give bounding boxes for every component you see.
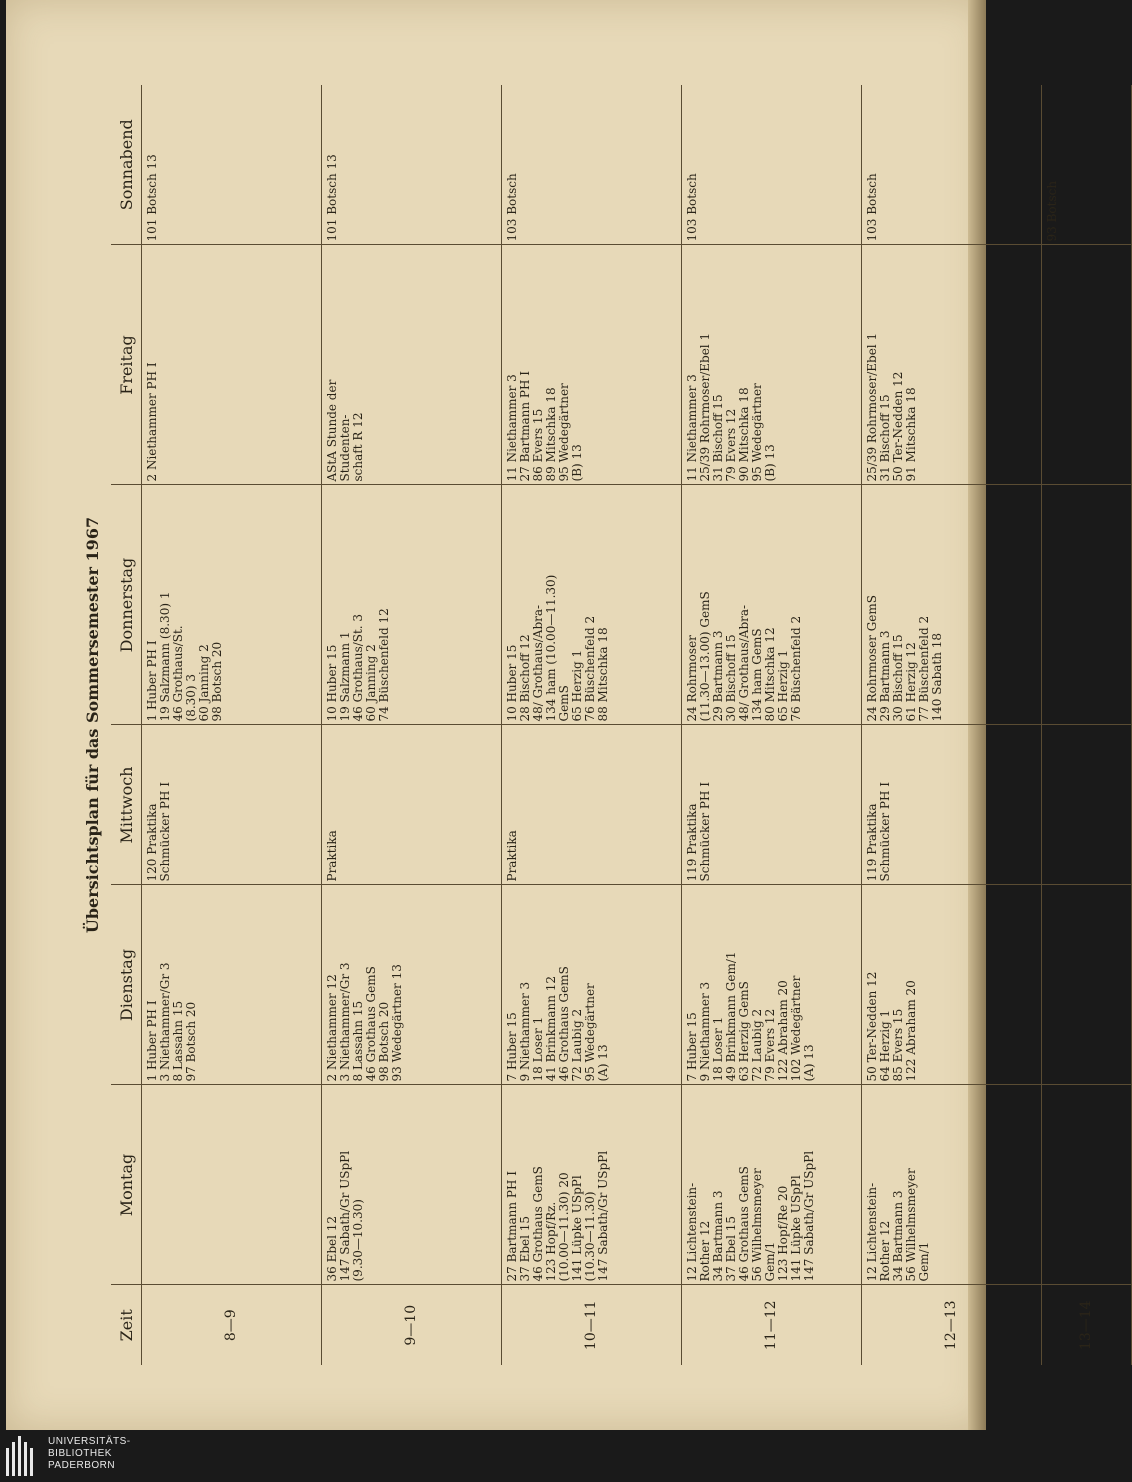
schedule-cell <box>142 1085 322 1285</box>
cell-text: 24 Rohrmoser (11.30—13.00) GemS 29 Bartmann 3 30 Bischoff 15 48/ Grothaus/Abra- 134 ham GemS 80 Mitschka 12 65 Herzig 1 76 Büschenfeld 2 <box>685 591 803 722</box>
cell-text: 101 Botsch 13 <box>145 154 159 242</box>
schedule-cell <box>682 485 862 725</box>
column-header-mittwoch: Mittwoch <box>111 725 142 885</box>
logo-line-3: PADERBORN <box>48 1460 116 1471</box>
schedule-cell <box>1042 485 1132 725</box>
cell-text: 27 Bartmann PH I 37 Ebel 15 46 Grothaus GemS 123 Hopf/Rz. (10.00—11.30) 20 141 Lüpke USpPl (10.30—11.30) 147 Sabath/Gr USpPl <box>505 1150 610 1282</box>
schedule-cell <box>1042 725 1132 885</box>
schedule-cell <box>502 885 682 1085</box>
schedule-cell <box>862 485 1042 725</box>
cell-text: 12 Lichtenstein- Rother 12 34 Bartmann 3 56 Wilhelmsmeyer Gem/1 <box>865 1168 931 1282</box>
cell-text: 10 Huber 15 19 Salzmann 1 46 Grothaus/St. 3 60 Janning 2 74 Büschenfeld 12 <box>325 608 391 722</box>
cell-text: 1 Huber PH I 3 Niethammer/Gr 3 8 Lassahn 15 97 Botsch 20 <box>145 962 198 1082</box>
cell-text: 119 Praktika Schmücker PH I <box>685 781 712 882</box>
page-title: Übersichtsplan für das Sommersemester 1967 <box>83 516 102 934</box>
schedule-cell <box>322 1085 502 1285</box>
cell-text: 101 Botsch 13 <box>325 154 339 242</box>
logo-line-2: BIBLIOTHEK <box>48 1448 112 1459</box>
cell-text: 50 Ter-Nedden 12 64 Herzig 1 85 Evers 15 122 Abraham 20 <box>865 971 918 1082</box>
rotated-timetable-sheet <box>83 85 1094 1365</box>
time-slot: 9—10 <box>322 1285 502 1365</box>
schedule-cell <box>142 85 322 245</box>
cell-text: 120 Praktika Schmücker PH I <box>145 781 172 882</box>
schedule-cell <box>142 885 322 1085</box>
table-row <box>142 85 322 1365</box>
column-header-zeit: Zeit <box>111 1285 142 1365</box>
schedule-cell <box>502 85 682 245</box>
schedule-cell <box>142 725 322 885</box>
table-row <box>502 85 682 1365</box>
time-slot: 10—11 <box>502 1285 682 1365</box>
column-header-dienstag: Dienstag <box>111 885 142 1085</box>
schedule-cell <box>1042 1085 1132 1285</box>
schedule-cell <box>682 85 862 245</box>
schedule-cell <box>502 245 682 485</box>
cell-text: 25/39 Rohrmoser/Ebel 1 31 Bischoff 15 50 Ter-Nedden 12 91 Mitschka 18 <box>865 332 918 482</box>
column-header-montag: Montag <box>111 1085 142 1285</box>
schedule-cell <box>862 885 1042 1085</box>
schedule-cell <box>502 725 682 885</box>
cell-text: 1 Huber PH I 19 Salzmann (8.30) 1 46 Grothaus/St. (8.30) 3 60 Janning 2 98 Botsch 20 <box>145 591 224 722</box>
cell-text: 103 Botsch <box>685 173 699 242</box>
timetable-header <box>111 85 142 1365</box>
footer-bar <box>0 1430 1000 1482</box>
schedule-cell <box>1042 85 1132 245</box>
scanned-page <box>6 0 1094 1430</box>
cell-text: AStA Stunde der Studenten- schaft R 12 <box>325 379 365 482</box>
column-header-freitag: Freitag <box>111 245 142 485</box>
table-row <box>1042 85 1132 1365</box>
cell-text: 93 Botsch <box>1045 180 1059 242</box>
schedule-cell <box>862 725 1042 885</box>
column-header-donnerstag: Donnerstag <box>111 485 142 725</box>
table-row <box>862 85 1042 1365</box>
cell-text: 119 Praktika Schmücker PH I <box>865 781 892 882</box>
cell-text: 11 Niethammer 3 27 Bartmann PH I 86 Evers 15 89 Mitschka 18 95 Wedegärtner (B) 13 <box>505 370 584 482</box>
column-header-sonnabend: Sonnabend <box>111 85 142 245</box>
schedule-cell <box>862 245 1042 485</box>
cell-text: 36 Ebel 12 147 Sabath/Gr USpPl (9.30—10.30) <box>325 1150 365 1282</box>
table-row <box>322 85 502 1365</box>
schedule-cell <box>1042 885 1132 1085</box>
schedule-cell <box>502 1085 682 1285</box>
cell-text: 103 Botsch <box>505 173 519 242</box>
schedule-cell <box>862 85 1042 245</box>
schedule-cell <box>682 885 862 1085</box>
time-slot: 8—9 <box>142 1285 322 1365</box>
table-row <box>682 85 862 1365</box>
schedule-cell <box>862 1085 1042 1285</box>
cell-text: 2 Niethammer 12 3 Niethammer/Gr 3 8 Lassahn 15 46 Grothaus GemS 98 Botsch 20 93 Wedegärtner 13 <box>325 962 404 1082</box>
library-logo <box>6 1436 40 1476</box>
schedule-cell <box>142 245 322 485</box>
schedule-cell <box>682 1085 862 1285</box>
schedule-cell <box>322 885 502 1085</box>
schedule-cell <box>1042 245 1132 485</box>
time-slot: 11—12 <box>682 1285 862 1365</box>
logo-line-1: UNIVERSITÄTS- <box>48 1436 131 1447</box>
schedule-cell <box>322 725 502 885</box>
cell-text: Praktika <box>325 830 339 882</box>
schedule-cell <box>502 485 682 725</box>
cell-text: 12 Lichtenstein- Rother 12 34 Bartmann 3 37 Ebel 15 46 Grothaus GemS 56 Wilhelmsmeyer Gem/1 123 Hopf/Re 20 141 Lüpke USpPl 147 Sabath/Gr USpPl <box>685 1150 816 1282</box>
timetable <box>111 85 1132 1365</box>
schedule-cell <box>322 485 502 725</box>
library-logo-text <box>48 1436 131 1472</box>
timetable-body <box>142 85 1132 1365</box>
schedule-cell <box>682 245 862 485</box>
cell-text: Praktika <box>505 830 519 882</box>
cell-text: 103 Botsch <box>865 173 879 242</box>
schedule-cell <box>142 485 322 725</box>
cell-text: 11 Niethammer 3 25/39 Rohrmoser/Ebel 1 31 Bischoff 15 79 Evers 12 90 Mitschka 18 95 Wedegärtner (B) 13 <box>685 332 777 482</box>
cell-text: 7 Huber 15 9 Niethammer 3 18 Loser 1 49 Brinkmann Gem/1 63 Herzig GemS 72 Laubig 2 79 Evers 12 122 Abraham 20 102 Wedegärtner (A) 13 <box>685 951 816 1082</box>
schedule-cell <box>322 85 502 245</box>
schedule-cell <box>322 245 502 485</box>
cell-text: 2 Niethammer PH I <box>145 362 159 482</box>
time-slot: 13—14 <box>1042 1285 1132 1365</box>
cell-text: 7 Huber 15 9 Niethammer 3 18 Loser 1 41 Brinkmann 12 46 Grothaus GemS 72 Laubig 2 95 Wedegärtner (A) 13 <box>505 966 610 1082</box>
cell-text: 10 Huber 15 28 Bischoff 12 48/ Grothaus/Abra- 134 ham (10.00—11.30) GemS 65 Herzig 1 76 Büschenfeld 2 88 Mitschka 18 <box>505 574 610 722</box>
cell-text: 24 Rohrmoser GemS 29 Bartmann 3 30 Bischoff 15 61 Herzig 12 77 Büschenfeld 2 140 Sabath 18 <box>865 594 944 722</box>
time-slot: 12—13 <box>862 1285 1042 1365</box>
schedule-cell <box>682 725 862 885</box>
